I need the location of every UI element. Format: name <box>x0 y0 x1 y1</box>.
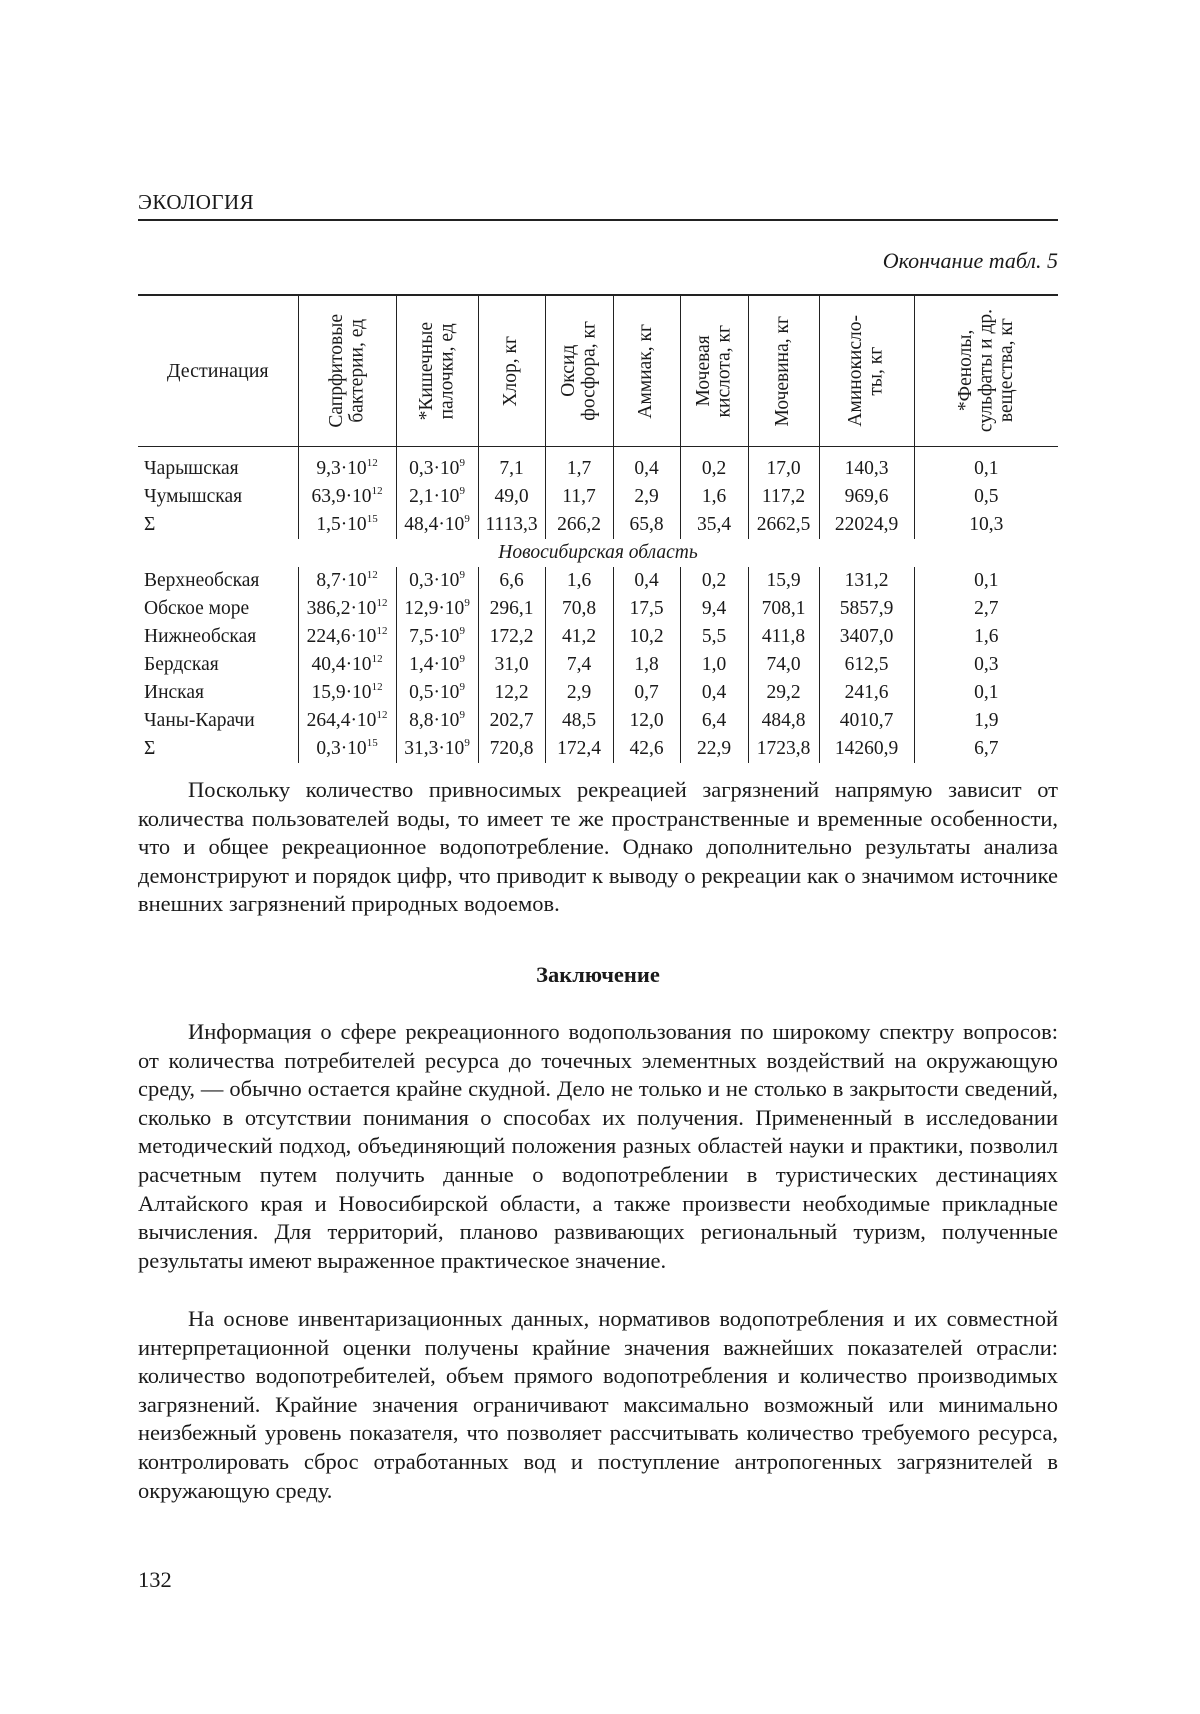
bacteria-cell <box>298 707 396 735</box>
value-cell: 10,3 <box>914 511 1058 539</box>
value-cell: 49,0 <box>478 483 545 511</box>
table-caption: Окончание табл. 5 <box>882 248 1058 273</box>
value-exponent: 12 <box>376 597 388 609</box>
paragraph: На основе инвентаризационных данных, нормативов водопотребления и их совместной интерпретационной оценки получены крайние значения важнейших показателей отрасли: количество водопотребителей, объем прямого водопотребления и количество производимых загрязнений. Крайние значения ограничивают максимально возможный или минимально неизбежный уровень показателя, что позволяет рассчитывать количество требуемого ресурса, контролировать сброс отработанных вод и поступление антропогенных загрязнителей в окружающую среду. <box>138 1306 1058 1503</box>
value-cell: 14260,9 <box>819 735 914 763</box>
value-cell: 1,7 <box>545 447 613 484</box>
destination-cell: Σ <box>144 514 156 535</box>
value-mantissa: 8,7·10 <box>316 570 367 591</box>
table-body <box>138 447 1058 764</box>
value-mantissa: 1,5·10 <box>316 514 367 535</box>
bacteria-cell <box>298 735 396 763</box>
ecoli-cell <box>396 595 478 623</box>
column-header: Сапрфитовые бактерии, ед <box>298 295 396 447</box>
column-header: Дестинация <box>166 359 269 382</box>
value-exponent: 15 <box>366 513 378 525</box>
table-row <box>138 511 1058 539</box>
value-cell: 0,1 <box>914 567 1058 595</box>
page-number: 132 <box>138 1567 172 1592</box>
value-cell: 17,0 <box>748 447 819 484</box>
bacteria-cell <box>298 567 396 595</box>
table-row <box>138 447 1058 484</box>
value-exponent: 9 <box>464 513 470 525</box>
value-cell: 7,1 <box>478 447 545 484</box>
table-row <box>138 735 1058 763</box>
pollution-table <box>138 294 1058 763</box>
value-cell: 5857,9 <box>819 595 914 623</box>
value-cell: 266,2 <box>545 511 613 539</box>
value-exponent: 12 <box>376 625 388 637</box>
value-mantissa: 8,8·10 <box>409 710 460 731</box>
value-cell: 42,6 <box>613 735 680 763</box>
value-cell: 1,0 <box>680 651 748 679</box>
destination-cell: Σ <box>144 738 156 759</box>
value-mantissa: 1,4·10 <box>409 654 460 675</box>
table-row <box>138 651 1058 679</box>
value-cell: 969,6 <box>819 483 914 511</box>
value-cell: 140,3 <box>819 447 914 484</box>
value-cell: 708,1 <box>748 595 819 623</box>
ecoli-cell <box>396 679 478 707</box>
value-cell: 41,2 <box>545 623 613 651</box>
value-cell: 31,0 <box>478 651 545 679</box>
value-cell: 172,4 <box>545 735 613 763</box>
value-cell: 5,5 <box>680 623 748 651</box>
value-exponent: 9 <box>459 709 465 721</box>
column-header: Мочевина, кг <box>748 295 819 447</box>
value-exponent: 15 <box>366 737 378 749</box>
table-row <box>138 623 1058 651</box>
value-cell: 131,2 <box>819 567 914 595</box>
value-exponent: 9 <box>459 457 465 469</box>
value-cell: 0,3 <box>914 651 1058 679</box>
value-cell: 117,2 <box>748 483 819 511</box>
bacteria-cell <box>298 447 396 484</box>
value-cell: 241,6 <box>819 679 914 707</box>
value-exponent: 9 <box>459 625 465 637</box>
ecoli-cell <box>396 707 478 735</box>
table-row <box>138 483 1058 511</box>
value-cell: 4010,7 <box>819 707 914 735</box>
value-mantissa: 15,9·10 <box>311 682 372 703</box>
value-cell: 35,4 <box>680 511 748 539</box>
value-cell: 11,7 <box>545 483 613 511</box>
value-exponent: 12 <box>371 681 383 693</box>
value-cell: 411,8 <box>748 623 819 651</box>
value-cell: 70,8 <box>545 595 613 623</box>
value-cell: 0,2 <box>680 567 748 595</box>
destination-cell: Нижнеобская <box>144 626 257 647</box>
bacteria-cell <box>298 623 396 651</box>
ecoli-cell <box>396 483 478 511</box>
value-cell: 0,4 <box>613 447 680 484</box>
running-header: ЭКОЛОГИЯ <box>138 190 1058 221</box>
destination-cell: Инская <box>144 682 204 703</box>
ecoli-cell <box>396 567 478 595</box>
value-cell: 3407,0 <box>819 623 914 651</box>
value-cell: 1,6 <box>914 623 1058 651</box>
destination-cell: Верхнеобская <box>144 570 260 591</box>
value-cell: 10,2 <box>613 623 680 651</box>
value-exponent: 9 <box>459 569 465 581</box>
table-header-row <box>138 295 1058 447</box>
value-exponent: 9 <box>464 737 470 749</box>
region-row <box>138 539 1058 567</box>
value-cell: 1,6 <box>545 567 613 595</box>
value-mantissa: 0,5·10 <box>409 682 460 703</box>
table-row <box>138 567 1058 595</box>
column-header: Хлор, кг <box>478 295 545 447</box>
value-exponent: 12 <box>366 457 378 469</box>
value-cell: 17,5 <box>613 595 680 623</box>
value-mantissa: 48,4·10 <box>404 514 465 535</box>
value-cell: 202,7 <box>478 707 545 735</box>
ecoli-cell <box>396 735 478 763</box>
destination-cell: Обское море <box>144 598 250 619</box>
value-mantissa: 386,2·10 <box>306 598 377 619</box>
value-exponent: 12 <box>376 709 388 721</box>
value-mantissa: 0,3·10 <box>409 458 460 479</box>
value-cell: 2,7 <box>914 595 1058 623</box>
bacteria-cell <box>298 511 396 539</box>
value-cell: 2,9 <box>613 483 680 511</box>
value-cell: 0,4 <box>680 679 748 707</box>
bacteria-cell <box>298 483 396 511</box>
value-cell: 6,4 <box>680 707 748 735</box>
ecoli-cell <box>396 651 478 679</box>
value-cell: 0,1 <box>914 679 1058 707</box>
value-cell: 1723,8 <box>748 735 819 763</box>
paragraph: Поскольку количество привносимых рекреацией загрязнений напрямую зависит от количества пользователей воды, то имеет те же пространственные и временные особенности, что и общее рекреационное водопотребление. Однако дополнительно результаты анализа демонстрируют и порядок цифр, что приводит к выводу о рекреации как о значимом источнике внешних загрязнений природных водоемов. <box>138 777 1058 917</box>
bacteria-cell <box>298 679 396 707</box>
value-cell: 1,9 <box>914 707 1058 735</box>
value-exponent: 12 <box>366 569 378 581</box>
value-cell: 0,7 <box>613 679 680 707</box>
column-header: *Фенолы, сульфаты и др. вещества, кг <box>914 295 1058 447</box>
value-cell: 7,4 <box>545 651 613 679</box>
value-exponent: 12 <box>371 653 383 665</box>
value-cell: 0,1 <box>914 447 1058 484</box>
value-exponent: 9 <box>459 681 465 693</box>
value-mantissa: 224,6·10 <box>306 626 377 647</box>
value-cell: 6,7 <box>914 735 1058 763</box>
value-cell: 2662,5 <box>748 511 819 539</box>
column-header: Аминокисло- ты, кг <box>819 295 914 447</box>
destination-cell: Чумышская <box>144 486 243 507</box>
value-exponent: 9 <box>459 653 465 665</box>
value-mantissa: 40,4·10 <box>311 654 372 675</box>
destination-cell: Бердская <box>144 654 219 675</box>
value-cell: 2,9 <box>545 679 613 707</box>
value-cell: 484,8 <box>748 707 819 735</box>
value-cell: 12,2 <box>478 679 545 707</box>
value-cell: 48,5 <box>545 707 613 735</box>
value-mantissa: 9,3·10 <box>316 458 367 479</box>
column-header: Мочевая кислота, кг <box>680 295 748 447</box>
value-cell: 0,5 <box>914 483 1058 511</box>
value-mantissa: 2,1·10 <box>409 486 460 507</box>
value-cell: 12,0 <box>613 707 680 735</box>
value-exponent: 12 <box>371 485 383 497</box>
ecoli-cell <box>396 623 478 651</box>
value-cell: 1113,3 <box>478 511 545 539</box>
value-mantissa: 0,3·10 <box>316 738 367 759</box>
value-cell: 74,0 <box>748 651 819 679</box>
value-mantissa: 12,9·10 <box>404 598 465 619</box>
value-cell: 22024,9 <box>819 511 914 539</box>
destination-cell: Чаны-Карачи <box>144 710 255 731</box>
value-mantissa: 0,3·10 <box>409 570 460 591</box>
value-cell: 1,8 <box>613 651 680 679</box>
value-exponent: 9 <box>459 485 465 497</box>
bacteria-cell <box>298 651 396 679</box>
ecoli-cell <box>396 447 478 484</box>
value-cell: 9,4 <box>680 595 748 623</box>
value-cell: 1,6 <box>680 483 748 511</box>
value-cell: 296,1 <box>478 595 545 623</box>
value-cell: 0,4 <box>613 567 680 595</box>
value-mantissa: 31,3·10 <box>404 738 465 759</box>
region-title: Новосибирская область <box>498 542 698 563</box>
column-header: Оксид фосфора, кг <box>545 295 613 447</box>
value-cell: 65,8 <box>613 511 680 539</box>
value-exponent: 9 <box>464 597 470 609</box>
value-cell: 6,6 <box>478 567 545 595</box>
table-row <box>138 707 1058 735</box>
value-mantissa: 264,4·10 <box>306 710 377 731</box>
value-cell: 29,2 <box>748 679 819 707</box>
table-row <box>138 679 1058 707</box>
ecoli-cell <box>396 511 478 539</box>
value-cell: 720,8 <box>478 735 545 763</box>
value-cell: 22,9 <box>680 735 748 763</box>
value-mantissa: 63,9·10 <box>311 486 372 507</box>
value-cell: 172,2 <box>478 623 545 651</box>
value-cell: 612,5 <box>819 651 914 679</box>
table-row <box>138 595 1058 623</box>
bacteria-cell <box>298 595 396 623</box>
value-mantissa: 7,5·10 <box>409 626 460 647</box>
paragraph: Информация о сфере рекреационного водопользования по широкому спектру вопросов: от количества потребителей ресурса до точечных элементных воздействий на окружающую среду, — обычно остается крайне скудной. Дело не только и не столько в закрытости сведений, сколько в отсутствии понимания о способах их получения. Примененный в исследовании методический подход, объединяющий положения разных областей науки и практики, позволил расчетным путем получить данные о водопотреблении в туристических дестинациях Алтайского края и Новосибирской области, а также произвести необходимые прикладные вычисления. Для территорий, планово развивающих региональный туризм, полученные результаты имеют выраженное практическое значение. <box>138 1019 1058 1273</box>
destination-cell: Чарышская <box>144 458 239 479</box>
column-header: Аммиак, кг <box>613 295 680 447</box>
value-cell: 0,2 <box>680 447 748 484</box>
column-header: *Кишечные палочки, ед <box>396 295 478 447</box>
section-heading: Заключение <box>536 962 660 987</box>
value-cell: 15,9 <box>748 567 819 595</box>
